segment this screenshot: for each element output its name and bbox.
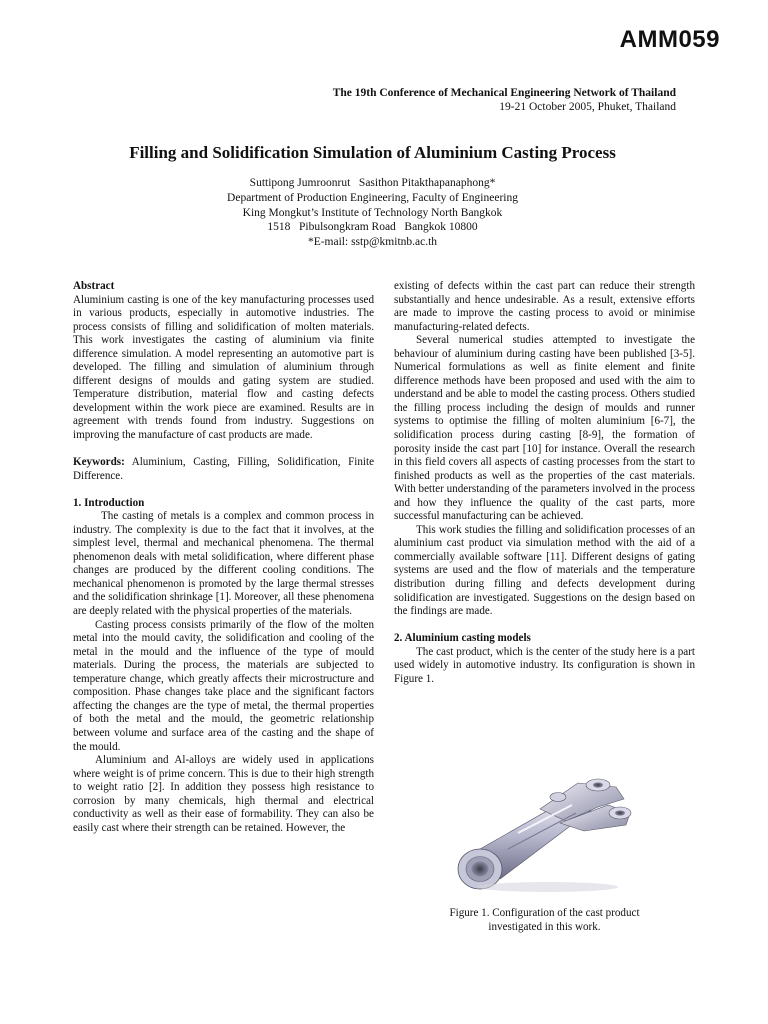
conference-date-place: 19-21 October 2005, Phuket, Thailand: [499, 101, 676, 113]
caption-line-2: investigated in this work.: [488, 920, 601, 933]
intro-paragraph-3: Aluminium and Al-alloys are widely used in applications where weight is of prime concern. This is due to their high strength to weight ratio [2]. In addition they possess high resistance to corrosion by many chemicals, high thermal and electrical conductivity as well as their ease of formability. They can also be easily cast where their strength can be retained. However, the: [73, 754, 374, 834]
figure-1-cast-part-image: [448, 769, 638, 895]
introduction-heading: 1. Introduction: [73, 496, 145, 509]
author-address: 1518 Pibulsongkram Road Bangkok 10800: [267, 221, 478, 234]
author-institute: King Mongkut’s Institute of Technology North Bangkok: [242, 206, 503, 219]
section2-paragraph-1: The cast product, which is the center of the study here is a part used widely in automotive industry. Its configuration is shown in Figure 1.: [394, 645, 695, 685]
author-names: Suttipong Jumroonrut Sasithon Pitakthapanaphong*: [249, 177, 496, 189]
conference-name: The 19th Conference of Mechanical Engineering Network of Thailand: [332, 87, 676, 99]
intro-paragraph-1: The casting of metals is a complex and common process in industry. The complexity is due to the fact that it involves, at the simplest level, thermal and mechanical phenomena. The thermal phenomenon deals with metal solidification, where different phase changes are produced by the different cooling conditions. The mechanical phenomenon is promoted by the large thermal stresses and the solidification shrinkage [1]. Moreover, all these phenomena are deeply related with the physical properties of the materials.: [73, 510, 374, 618]
intro-paragraph-2: Casting process consists primarily of the flow of the molten metal into the mould cavity, the solidification and cooling of the metal in the mould and the influence of the type of mould materials. During the process, the materials are subjected to temperature change, which greatly affects their microstructure and composition. Phase changes take place and the significant factors affecting the changes are the type of metal, the thermal properties of both the metal and the mould, the geometric relationship between volume and surface area of the casting and the shape of the mould.: [73, 618, 374, 753]
author-email: *E-mail: sstp@kmitnb.ac.th: [307, 236, 438, 249]
abstract-heading: Abstract: [73, 280, 115, 292]
intro-paragraph-5: This work studies the filling and solidification processes of an aluminium cast product via simulation method with the aid of a commercially available software [11]. Different designs of gating systems are used and the flow of materials and the temperature distribution during filling and defects development during solidification are investigated. Suggestions on the design based on the findings are made.: [394, 523, 695, 618]
author-department: Department of Production Engineering, Faculty of Engineering: [227, 191, 518, 204]
conference-header: [333, 86, 676, 114]
keywords-label: Keywords:: [73, 456, 125, 469]
section2-heading: 2. Aluminium casting models: [394, 632, 531, 645]
author-block: [0, 176, 745, 250]
paper-id: AMM059: [619, 26, 720, 53]
left-column: [73, 280, 374, 835]
right-column: [394, 280, 695, 686]
abstract-text: Aluminium casting is one of the key manufacturing processes used in various products, especially in automotive industries. The process consists of filling and solidification of molten materials. This work investigates the casting of aluminium via finite difference simulation. A model representing an automotive part is developed. The filling and simulation of aluminium through different designs of moulds and gating system are studied. Temperature distribution, material flow and casting defects development within the work piece are examined. Results are in agreement with trends found from industry. Suggestions on improving the manufacture of cast products are made.: [73, 293, 374, 442]
keywords-text: Aluminium, Casting, Filling, Solidification, Finite Difference.: [73, 456, 374, 482]
keywords: [73, 456, 374, 483]
figure-1-caption: [394, 907, 695, 934]
intro-paragraph-3-continued: existing of defects within the cast part can reduce their strength substantially and hence undesirable. As a result, extensive efforts are made to improve the casting process to avoid or minimise manufacturing-related defects.: [394, 280, 695, 333]
caption-line-1: Figure 1. Configuration of the cast product: [449, 907, 640, 919]
paper-title: Filling and Solidification Simulation of Aluminium Casting Process: [129, 143, 616, 162]
intro-paragraph-4: Several numerical studies attempted to investigate the behaviour of aluminium during casting have been published [3-5]. Numerical formulations as well as finite element and finite difference methods have been proposed and used with the aim to understand and be able to model the casting process. Others studied the filling process including the design of moulds and runner systems to optimise the filling of molten aluminium [6-7], the solidification process during casting [8-9], the formation of porosity inside the cast part [10] for instance. Overall the research in this field covers all aspects of casting processes from the start to finished products as well as the properties of the cast materials. With better understanding of the parameters involved in the process and how they influence the quality of the cast parts, more successful manufacturing can be achieved.: [394, 334, 695, 523]
